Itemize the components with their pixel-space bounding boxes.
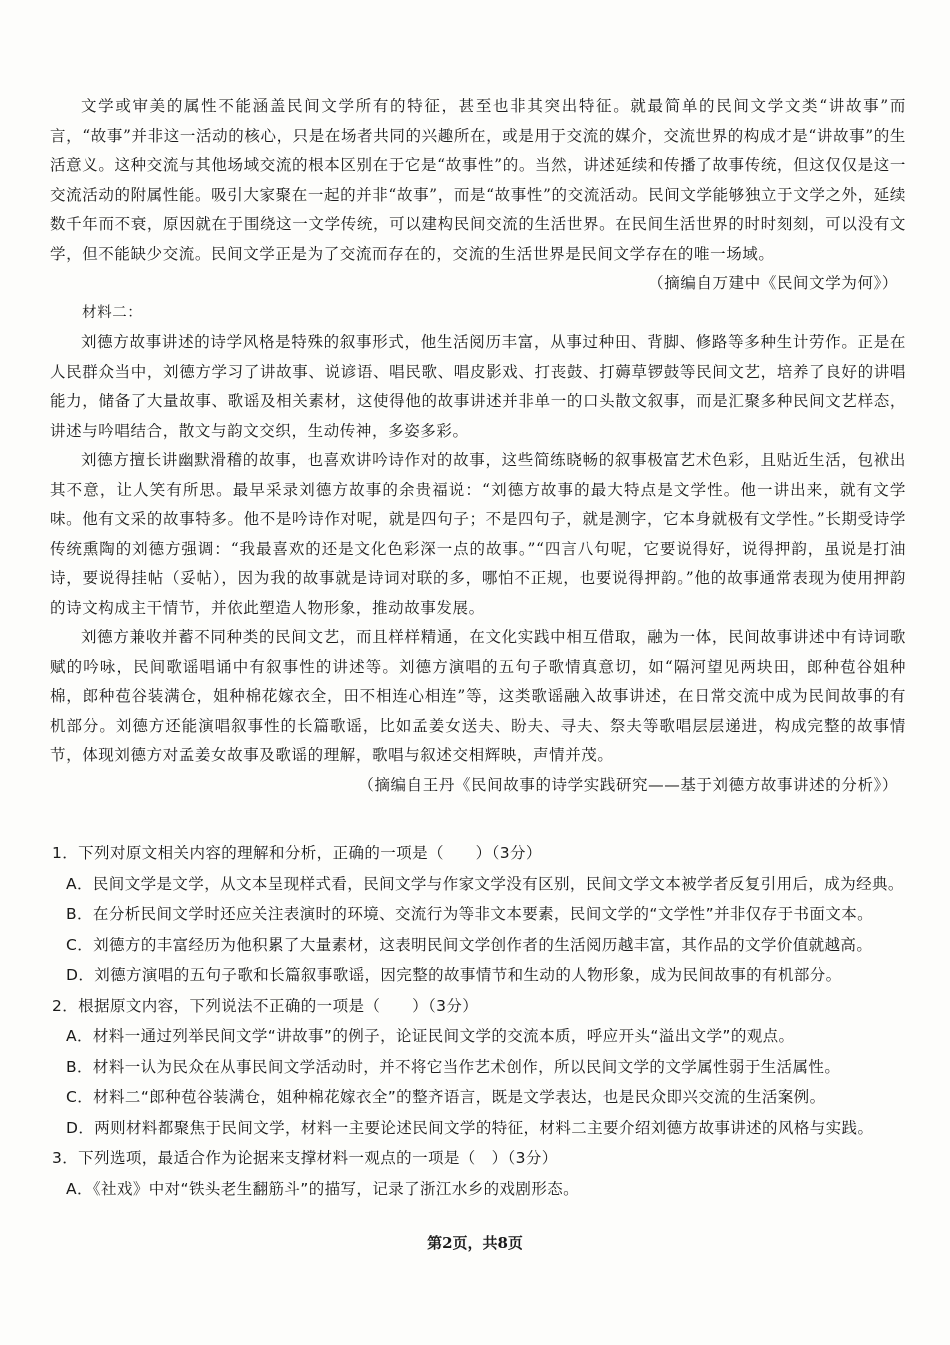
question-1-option-d: D．刘德方演唱的五句子歌和长篇叙事歌谣，因完整的故事情节和生动的人物形象，成为民间故事的有机部分。: [66, 966, 842, 984]
question-1-option-c: C．刘德方的丰富经历为他积累了大量素材，这表明民间文学创作者的生活阅历越丰富，其作品的文学价值就越高。: [66, 935, 873, 954]
question-2-option-a: A．材料一通过列举民间文学“讲故事”的例子，论证民间文学的交流本质，呼应开头“溢出文学”的观点。: [66, 1027, 795, 1045]
page-number: 第2页，共8页: [427, 1234, 523, 1252]
material-two-paragraph-1: 刘德方故事讲述的诗学风格是特殊的叙事形式，他生活阅历丰富，从事过种田、背脚、修路等多种生计劳作。正是在人民群众当中，刘德方学习了讲故事、说谚语、唱民歌、唱皮影戏、打丧鼓、打薅草锣鼓等民间文艺，培养了良好的讲唱能力，储备了大量故事、歌谣及相关素材，这使得他的故事讲述并非单一的口头散文叙事，而是汇聚多种民间文艺样态，讲述与吟唱结合，散文与韵文交织，生动传神，多姿多彩。: [50, 333, 906, 440]
question-section: [50, 838, 920, 1204]
question-stem: 2．根据原文内容，下列说法不正确的一项是（ ）（3分）: [52, 996, 479, 1015]
material-one-source: （摘编自万建中《民间文学为何》）: [648, 274, 898, 292]
question-2-option-b: B．材料一认为民众在从事民间文学活动时，并不将它当作艺术创作，所以民间文学的文学属性弱于生活属性。: [66, 1057, 841, 1076]
material-two-label: 材料二：: [82, 304, 143, 321]
question-2-option-d: D．两则材料都聚焦于民间文学，材料一主要论述民间文学的特征，材料二主要介绍刘德方故事讲述的风格与实践。: [66, 1118, 874, 1137]
material-one-paragraph: 文学或审美的属性不能涵盖民间文学所有的特征，甚至也非其突出特征。就最简单的民间文学文类“讲故事”而言，“故事”并非这一活动的核心，只是在场者共同的兴趣所在，或是用于交流的媒介，交流世界的构成才是“讲故事”的生活意义。这种交流与其他场域交流的根本区别在于它是“故事性”的。当然，讲述延续和传播了故事传统，但这仅仅是这一交流活动的附属性能。吸引大家聚在一起的并非“故事”，而是“故事性”的交流活动。民间文学能够独立于文学之外，延续数千年而不衰，原因就在于围绕这一文学传统，可以建构民间交流的生活世界。在民间生活世界的时时刻刻，可以没有文学，但不能缺少交流。民间文学正是为了交流而存在的，交流的生活世界是民间文学存在的唯一场域。: [50, 97, 906, 263]
material-two-paragraph-3: 刘德方兼收并蓄不同种类的民间文艺，而且样样精通，在文化实践中相互借取，融为一体，民间故事讲述中有诗词歌赋的吟咏，民间歌谣唱诵中有叙事性的讲述等。刘德方演唱的五句子歌情真意切，如“隔河望见两块田，郎种苞谷姐种棉，郎种苞谷装满仓，姐种棉花嫁衣全，田不相连心相连”等，这类歌谣融入故事讲述，在日常交流中成为民间故事的有机部分。刘德方还能演唱叙事性的长篇歌谣，比如孟姜女送夫、盼夫、寻夫、祭夫等歌唱层层递进，构成完整的故事情节，体现刘德方对孟姜女故事及歌谣的理解，歌唱与叙述交相辉映，声情并茂。: [50, 628, 906, 764]
question-3-option-a: A．《社戏》中对“铁头老生翻筋斗”的描写，记录了浙江水乡的戏剧形态。: [66, 1179, 580, 1198]
material-two-paragraph-2: 刘德方擅长讲幽默滑稽的故事，也喜欢讲吟诗作对的故事，这些简练晓畅的叙事极富艺术色彩，且贴近生活，包袱出其不意，让人笑有所思。最早采录刘德方故事的余贵福说：“刘德方故事的最大特点是文学性。他一讲出来，就有文学味。他有文采的故事特多。他不是吟诗作对呢，就是四句子；不是四句子，就是测字，它本身就极有文学性。”长期受诗学传统熏陶的刘德方强调：“我最喜欢的还是文化色彩深一点的故事。”“四言八句呢，它要说得好，说得押韵，虽说是打油诗，要说得挂帖（妥帖），因为我的故事就是诗词对联的多，哪怕不正规，也要说得押韵。”他的故事通常表现为使用押韵的诗文构成主干情节，并依此塑造人物形象，推动故事发展。: [50, 451, 906, 617]
reading-passage: [50, 92, 906, 800]
question-2-option-c: C．材料二“郎种苞谷装满仓，姐种棉花嫁衣全”的整齐语言，既是文学表达，也是民众即兴交流的生活案例。: [66, 1088, 826, 1106]
question-stem: 1．下列对原文相关内容的理解和分析，正确的一项是（ ）（3分）: [52, 844, 542, 862]
question-stem: 3．下列选项，最适合作为论据来支撑材料一观点的一项是（ ）（3分）: [52, 1149, 558, 1167]
question-1-option-b: B．在分析民间文学时还应关注表演时的环境、交流行为等非文本要素，民间文学的“文学性”并非仅存于书面文本。: [66, 905, 873, 923]
question-2: [50, 991, 920, 1144]
material-two-source: （摘编自王丹《民间故事的诗学实践研究——基于刘德方故事讲述的分析》）: [358, 775, 898, 794]
question-1: [50, 838, 920, 991]
question-1-option-a: A．民间文学是文学，从文本呈现样式看，民间文学与作家文学没有区别，民间文学文本被学者反复引用后，成为经典。: [66, 874, 904, 893]
question-3: [50, 1143, 920, 1204]
